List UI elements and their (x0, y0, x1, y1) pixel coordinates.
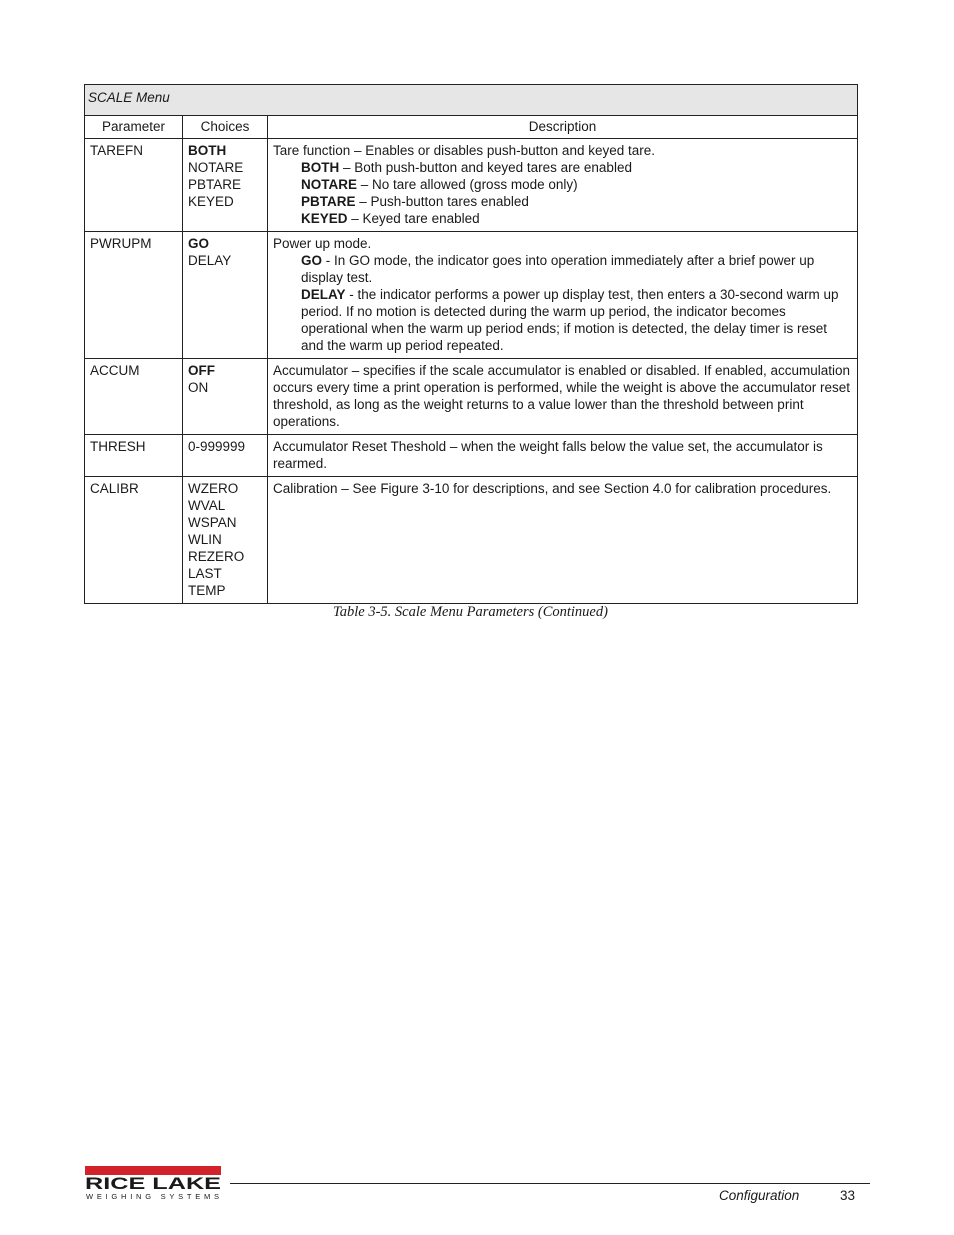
description-detail (273, 159, 851, 176)
description-intro: Calibration – See Figure 3-10 for descriptions, and see Section 4.0 for calibration procedures. (273, 481, 832, 496)
detail-text: - In GO mode, the indicator goes into operation immediately after a brief power up display test. (301, 253, 815, 285)
choice: TEMP (188, 583, 226, 598)
footer-rule (230, 1183, 870, 1184)
param-cell: TAREFN (85, 139, 183, 232)
page-number: 33 (840, 1188, 856, 1203)
choice: WVAL (188, 498, 226, 513)
menu-title: SCALE Menu (85, 85, 858, 116)
choices-cell (183, 232, 268, 359)
choice: 0-999999 (188, 439, 246, 454)
footer-section-name: Configuration (719, 1188, 800, 1203)
choice: WZERO (188, 481, 239, 496)
choice: NOTARE (188, 160, 244, 175)
choice-default: GO (188, 236, 210, 251)
table-row (85, 139, 858, 232)
choice: WLIN (188, 532, 222, 547)
param-cell: CALIBR (85, 477, 183, 604)
description-detail (273, 176, 851, 193)
detail-text: – Keyed tare enabled (347, 211, 480, 226)
description-cell (268, 435, 858, 477)
detail-term: DELAY (301, 287, 346, 302)
detail-text: – Both push-button and keyed tares are enabled (339, 160, 632, 175)
detail-text: - the indicator performs a power up display test, then enters a 30-second warm up period. If no motion is detected during the warm up period, the indicator becomes operational when the warm up period ends; if motion is detected, the delay timer is reset and the warm up period repeated. (301, 287, 839, 353)
detail-term: PBTARE (301, 194, 356, 209)
logo-red-bar (85, 1166, 221, 1175)
choice: WSPAN (188, 515, 237, 530)
description-cell (268, 232, 858, 359)
choices-cell (183, 435, 268, 477)
description-detail (273, 210, 851, 227)
description-detail (273, 286, 851, 354)
logo-wordmark: RICE LAKE (85, 1175, 221, 1193)
description-intro: Accumulator Reset Theshold – when the weight falls below the value set, the accumulator is rearmed. (273, 439, 823, 471)
detail-term: GO (301, 253, 323, 268)
detail-term: NOTARE (301, 177, 357, 192)
logo-tagline: WEIGHING SYSTEMS (86, 1192, 219, 1200)
description-detail (273, 252, 851, 286)
description-intro: Tare function – Enables or disables push-button and keyed tare. (273, 143, 655, 158)
table-row (85, 435, 858, 477)
header-choices: Choices (183, 116, 268, 139)
table-row (85, 359, 858, 435)
choice-default: BOTH (188, 143, 227, 158)
param-cell: PWRUPM (85, 232, 183, 359)
choice-default: OFF (188, 363, 215, 378)
scale-menu-table (84, 84, 858, 604)
choice: LAST (188, 566, 222, 581)
rice-lake-logo (85, 1166, 223, 1200)
param-cell: THRESH (85, 435, 183, 477)
detail-text: – Push-button tares enabled (355, 194, 529, 209)
detail-text: – No tare allowed (gross mode only) (357, 177, 578, 192)
description-cell (268, 359, 858, 435)
description-cell (268, 139, 858, 232)
description-intro: Power up mode. (273, 236, 372, 251)
table-row (85, 232, 858, 359)
choice: ON (188, 380, 209, 395)
table-row (85, 477, 858, 604)
header-description: Description (268, 116, 858, 139)
choices-cell (183, 477, 268, 604)
description-intro: Accumulator – specifies if the scale accumulator is enabled or disabled. If enabled, accumulation occurs every time a print operation is performed, while the weight is above the accumulator reset threshold, as long as the weight returns to a value lower than the threshold between print operations. (273, 363, 851, 429)
description-detail (273, 193, 851, 210)
param-cell: ACCUM (85, 359, 183, 435)
choice: REZERO (188, 549, 245, 564)
header-parameter: Parameter (85, 116, 183, 139)
choice: KEYED (188, 194, 234, 209)
description-cell (268, 477, 858, 604)
choice: PBTARE (188, 177, 242, 192)
table-caption: Table 3-5. Scale Menu Parameters (Continued) (333, 604, 608, 620)
detail-term: BOTH (301, 160, 340, 175)
detail-term: KEYED (301, 211, 348, 226)
choice: DELAY (188, 253, 232, 268)
choices-cell (183, 139, 268, 232)
choices-cell (183, 359, 268, 435)
